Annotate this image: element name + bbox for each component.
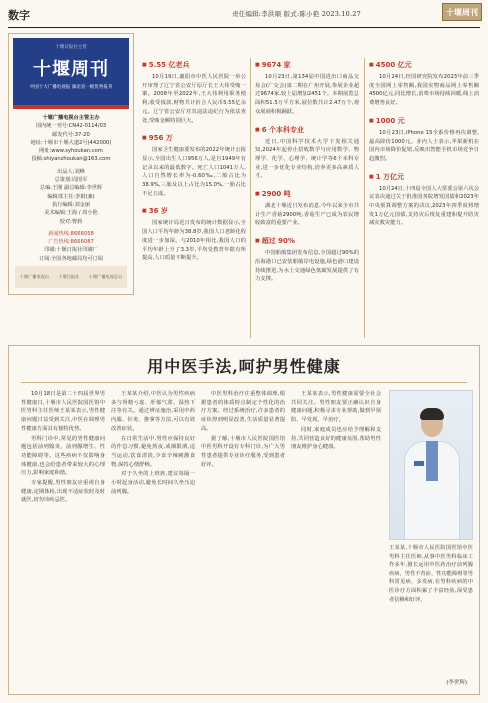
editor-meta: 责任编辑:李洪顺 版式:陈小艳 2023.10.27 — [232, 10, 361, 18]
news-headline: ■ 6 个本科专业 — [255, 125, 359, 135]
footer-item: 十堰日报社 — [58, 274, 80, 279]
staff-line: 校对:曹莉 — [59, 218, 83, 225]
staff-line: 编辑部主任:李娟(兼) — [47, 193, 95, 200]
feature-column-c — [201, 390, 285, 470]
masthead-line: 地址:十堰市十堰大道2号(442000) — [30, 139, 112, 146]
news-item — [369, 172, 479, 229]
news-item — [142, 206, 246, 263]
masthead-banner — [13, 38, 129, 105]
masthead-title: 十堰周刊 — [33, 59, 109, 80]
photo-hair — [420, 408, 444, 420]
photo-badge — [414, 461, 424, 466]
masthead-line: 国内统一刊号:CN42-0114/03 — [35, 123, 107, 130]
masthead-line: 投稿:shiyanzhoukan@163.com — [31, 156, 111, 163]
feature-paragraph: 在日常生活中,男性应保持良好的作息习惯,避免熬夜,戒烟限酒,适当运动,饮食清淡,少食辛辣刺激食物,保持心情舒畅。 — [111, 435, 195, 468]
news-column-1 — [142, 60, 246, 271]
masthead-footer — [15, 266, 127, 288]
contact-line: 新闻热线:8666058 — [48, 230, 94, 237]
column-divider — [250, 58, 251, 338]
news-body: 10月23日,iPhone 15全系价格再次调整,最高降价1000元。业内人士表示,苹果新机在国内市场降价促销,反映出智能手机市场竞争日趋激烈。 — [369, 129, 479, 162]
doctor-photo — [389, 390, 473, 540]
staff-line: 美术编辑:王海 / 周小艳 — [44, 210, 98, 217]
news-headline: ■ 956 万 — [142, 133, 246, 143]
news-body: 10月24日,经国研究院发布2023年前三季度全国网上零售额,我国实物商品网上零售额4500亿元,同比增长,消费市场持续回暖,线上消费增势良好。 — [369, 74, 479, 107]
feature-paragraph: 对于久坐的上班族,建议每隔一小时起身活动,避免长时间久坐压迫前列腺。 — [111, 471, 195, 495]
news-item — [369, 116, 479, 164]
news-column-3 — [369, 60, 479, 236]
masthead-red-bar — [13, 105, 129, 109]
masthead-info — [13, 114, 129, 263]
news-headline: ■ 36 岁 — [142, 206, 246, 216]
feature-paragraph: 10月18日是第二十四届世界男性健康日,十堰市人民医院国医馆中医男科主任医师王某某表示,男性健康问题日益受到关注,中医在调理男性健康方面具有独特优势。 — [21, 391, 105, 432]
feature-paragraph: 男科门诊中,常见的男性健康问题包括前列腺炎、前列腺增生、性功能障碍等。这些疾病不仅影响身体健康,也会给患者带来较大的心理压力,影响家庭和谐。 — [21, 435, 105, 477]
masthead-top-small: 十堰日报社主管 — [55, 45, 87, 50]
feature-paragraph: 中医男科治疗注重整体调理,根据患者的体质特点制定个性化的治疗方案。经过系统治疗,许多患者的症状得到明显改善,生活质量显著提高。 — [201, 391, 285, 432]
feature-paragraph: 同时,家庭成员也应给予理解和支持,共同营造良好的健康氛围,帮助男性朋友维护身心健康。 — [291, 426, 381, 451]
staff-line: 执行编辑:刘金丽 — [51, 201, 91, 208]
feature-column-a — [21, 390, 105, 506]
news-item — [255, 125, 359, 182]
masthead-panel — [8, 33, 134, 295]
news-body: 10月23日,第134届中国进出口商品交易会(广交会)第二期在广州开展,参展企业超过9674家,较上届增加2451个。本期展览总面积51.5万平方米,展位数共计2.47万个,观众展商积极踊跃。 — [255, 74, 359, 115]
news-body: 10月24日,十四届全国人大常委会第六次会议表决通过关于批准国务院增发国债和2023年中央预算调整方案的决议,2023年四季度将增发1万亿元国债,支持灾后恢复重建和提升防灾减灾救灾能力。 — [369, 185, 479, 227]
news-body: 10月19日,襄阳市中医人民医院一举公开审理了辽宁省公安厅原厅长王大伟受贿一案。2008年至2022年,王大伟利用职务便利,收受钱款,财物共计折合人民币5.55亿余元。辽宁省公安厅对其违法违纪行为依法查处,受贿金额特别巨大。 — [142, 74, 246, 124]
feature-title: 用中医手法,呵护男性健康 — [147, 357, 341, 376]
feature-paragraph: 王某某表示,男性健康需要全社会共同关注。男性朋友要正确认识自身健康问题,积极寻求专业帮助,做到早预防、早发现、早治疗。 — [291, 391, 381, 424]
news-item — [142, 60, 246, 125]
news-item — [255, 189, 359, 228]
feature-paragraph: 据了解,十堰市人民医院国医馆中医男科开设有专科门诊,为广大男性患者提供专业诊疗服务,受到患者好评。 — [201, 435, 285, 468]
news-body: 中国船舶集团发布信息,全国超过90%的沿海港口已安装船舶岸电设施,绿色港口建设持续推进,为水上交通绿色低碳发展提供了有力支撑。 — [255, 250, 359, 283]
masthead-subtitle: 中国十大广播电视报 湖北省一级优秀报刊 — [29, 85, 113, 90]
article-author: (李世辉) — [446, 680, 467, 686]
header-logo — [442, 3, 482, 21]
news-column-2 — [255, 60, 359, 292]
news-body: 湖北十堰近日发布消息,今年以来全市共计生产香菇2900吨,香菇生产已成为农民增收致富的重要产业。 — [255, 203, 359, 227]
news-headline: ■ 9674 家 — [255, 60, 359, 70]
masthead-line: 十堰广播电视台主管主办 — [42, 115, 100, 121]
staff-line: 出品人:刘峰 — [57, 168, 85, 175]
news-item — [255, 236, 359, 284]
feature-paragraph: 王某某介绍,中医认为男性疾病多与肾精亏虚、肝郁气滞、湿热下注等有关。通过辨证施治,采用中药内服、针灸、推拿等方法,可以有效改善症状。 — [111, 391, 195, 432]
feature-column-b — [111, 390, 195, 497]
section-label: 数字 — [8, 9, 30, 22]
news-headline: ■ 1000 元 — [369, 116, 479, 126]
feature-paragraph: 专家提醒,男性朋友应重视自身健康,定期体检,出现不适症状时及时就医,切勿讳疾忌医。 — [21, 480, 105, 504]
staff-line: 总编:王刚 副总编辑:李世辉 — [39, 185, 103, 192]
footer-item: 十堰广播电视台 — [19, 274, 50, 279]
contact-line: 印刷:十堰日报社印刷厂 — [44, 247, 98, 254]
news-headline: ■ 1 万亿元 — [369, 172, 479, 182]
news-headline: ■ 超过 90% — [255, 236, 359, 246]
feature-divider — [21, 382, 467, 383]
news-item — [255, 60, 359, 117]
header-divider — [8, 27, 480, 28]
footer-item: 十堰广播电视总台 — [88, 274, 123, 279]
contact-line: 订阅:全国各地邮局均可订阅 — [39, 255, 103, 262]
news-headline: ■ 4500 亿元 — [369, 60, 479, 70]
news-body: 国家卫生健康委发布的2022年统计公报显示,全国出生人口956万人,是自1949年有记录以来的最低数字。死亡人口1041万人,人口自然增长率为-0.60‰,二胎占比为38.9%,三胎及以上占比为15.0%,一胎占比不足五成。 — [142, 147, 246, 197]
contact-line: 广告热线:8666087 — [48, 239, 94, 246]
news-body: 近日,中国科学技术大学下发相关通知,2024年起停止招收数学与应用数学、物理学、化学、心理学、统计学等6个本科专业,进一步优化专业结构,培养更多高素质人才。 — [255, 138, 359, 180]
news-headline: ■ 2900 吨 — [255, 189, 359, 199]
news-headline: ■ 5.55 亿老兵 — [142, 60, 246, 70]
masthead-line: 网址:www.syhoukan.com — [39, 148, 103, 155]
news-body: 国家统计局近日发布的统计数据显示,全国人口平均年龄为38.8岁,我国人口老龄化程度进一步加深。与2010年相比,我国人口的平均年龄上升了3.3岁,平均受教育年限有所提高,人口质量不断提升。 — [142, 220, 246, 262]
header-logo-text: 十堰周刊 — [446, 7, 478, 17]
photo-shirt — [426, 441, 438, 481]
page-header — [0, 0, 488, 28]
news-item — [369, 60, 479, 108]
masthead-line: 邮发代号:37-20 — [52, 131, 90, 138]
news-item — [142, 133, 246, 198]
staff-line: 总策划:周国军 — [54, 177, 88, 184]
feature-column-d — [291, 390, 381, 453]
feature-article — [8, 345, 480, 695]
photo-caption: 王某某,十堰市人民医院国医馆中医男科主任医师,从事中医男科临床工作多年,擅长运用中医药治疗前列腺疾病、男性不育症、性功能障碍等男科常见病、多发病,在男科疾病的中医诊疗方面积累了丰富经验,深受患者信赖和好评。 — [389, 545, 473, 603]
column-divider — [364, 58, 365, 338]
